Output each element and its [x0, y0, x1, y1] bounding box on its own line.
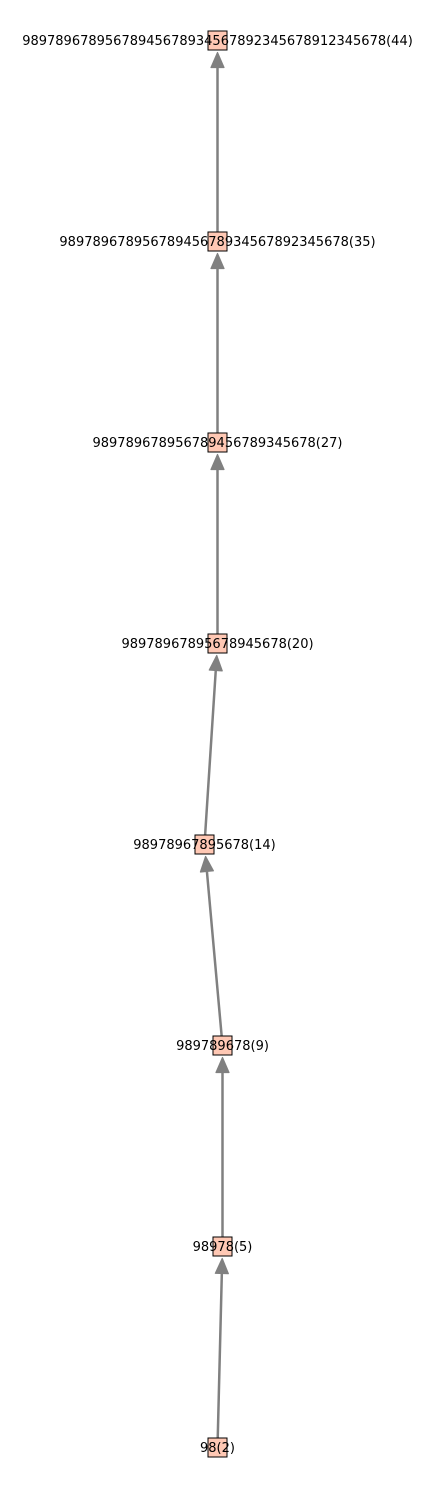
node-label: 98978(5)	[192, 1240, 253, 1255]
node-label: 98978967895678(14)	[133, 838, 276, 853]
edge-line	[218, 1271, 222, 1438]
node-98978967895678945678-20	[121, 634, 313, 653]
node-98978967895678945678934567892345678912345678-44	[22, 31, 413, 50]
edges-layer	[200, 53, 229, 1439]
edge-line	[205, 668, 216, 835]
node-label: 98978967895678945678(20)	[121, 637, 314, 652]
arrowhead	[216, 1058, 229, 1073]
edge-n5-to-n6	[211, 455, 224, 635]
node-989789678-9	[176, 1036, 269, 1055]
arrowhead	[200, 856, 213, 872]
nodes-layer	[22, 31, 413, 1457]
edge-n1-to-n2	[215, 1259, 228, 1439]
node-label: 98978967895678945678934567892345678(35)	[59, 235, 376, 250]
arrowhead	[211, 455, 224, 470]
node-98-2	[200, 1438, 235, 1457]
node-98978967895678945678934567892345678-35	[59, 232, 375, 251]
node-label: 98(2)	[200, 1441, 235, 1456]
arrowhead	[211, 254, 224, 269]
node-label: 98978967895678945678934567892345678912345678(44)	[22, 34, 413, 49]
edge-n7-to-n8	[211, 53, 224, 233]
edge-n2-to-n3	[216, 1058, 229, 1238]
arrowhead	[215, 1259, 228, 1274]
edge-n4-to-n5	[205, 655, 222, 835]
edge-n6-to-n7	[211, 254, 224, 434]
node-label: 989789678(9)	[176, 1039, 269, 1054]
node-label: 989789678956789456789345678(27)	[92, 436, 343, 451]
edge-n3-to-n4	[200, 856, 221, 1036]
edge-line	[207, 869, 222, 1036]
node-98978-5	[193, 1237, 253, 1256]
node-989789678956789456789345678-27	[92, 433, 342, 452]
node-98978967895678-14	[133, 835, 275, 854]
arrowhead	[209, 655, 222, 670]
arrowhead	[211, 53, 224, 68]
